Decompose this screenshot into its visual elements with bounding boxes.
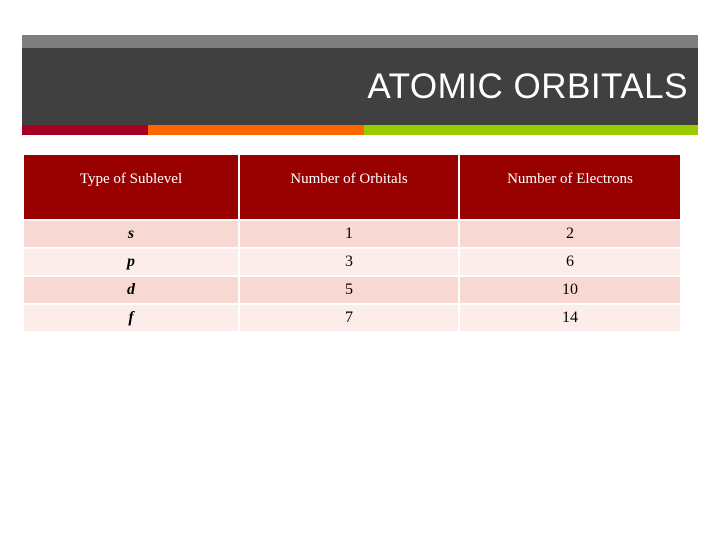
electrons-cell: 2 xyxy=(459,220,681,248)
sublevel-cell: f xyxy=(23,304,239,332)
orbitals-cell: 1 xyxy=(239,220,459,248)
orbitals-table xyxy=(22,153,682,333)
sublevel-cell: p xyxy=(23,248,239,276)
header-number-of-orbitals: Number of Orbitals xyxy=(239,154,459,220)
table-row xyxy=(23,304,681,332)
title-top-strip xyxy=(22,35,698,48)
sublevel-cell: s xyxy=(23,220,239,248)
orbitals-cell: 5 xyxy=(239,276,459,304)
header-number-of-electrons: Number of Electrons xyxy=(459,154,681,220)
accent-green-segment xyxy=(364,125,698,135)
title-accent-stripe xyxy=(22,125,698,135)
sublevel-cell: d xyxy=(23,276,239,304)
electrons-cell: 14 xyxy=(459,304,681,332)
header-type-of-sublevel: Type of Sublevel xyxy=(23,154,239,220)
accent-orange-segment xyxy=(148,125,364,135)
title-bar xyxy=(22,48,698,125)
table-row xyxy=(23,220,681,248)
slide-title: ATOMIC ORBITALS xyxy=(367,67,688,106)
table-header-row xyxy=(23,154,681,220)
table-row xyxy=(23,276,681,304)
electrons-cell: 6 xyxy=(459,248,681,276)
electrons-cell: 10 xyxy=(459,276,681,304)
accent-red-segment xyxy=(22,125,148,135)
orbitals-cell: 3 xyxy=(239,248,459,276)
orbitals-cell: 7 xyxy=(239,304,459,332)
table-row xyxy=(23,248,681,276)
